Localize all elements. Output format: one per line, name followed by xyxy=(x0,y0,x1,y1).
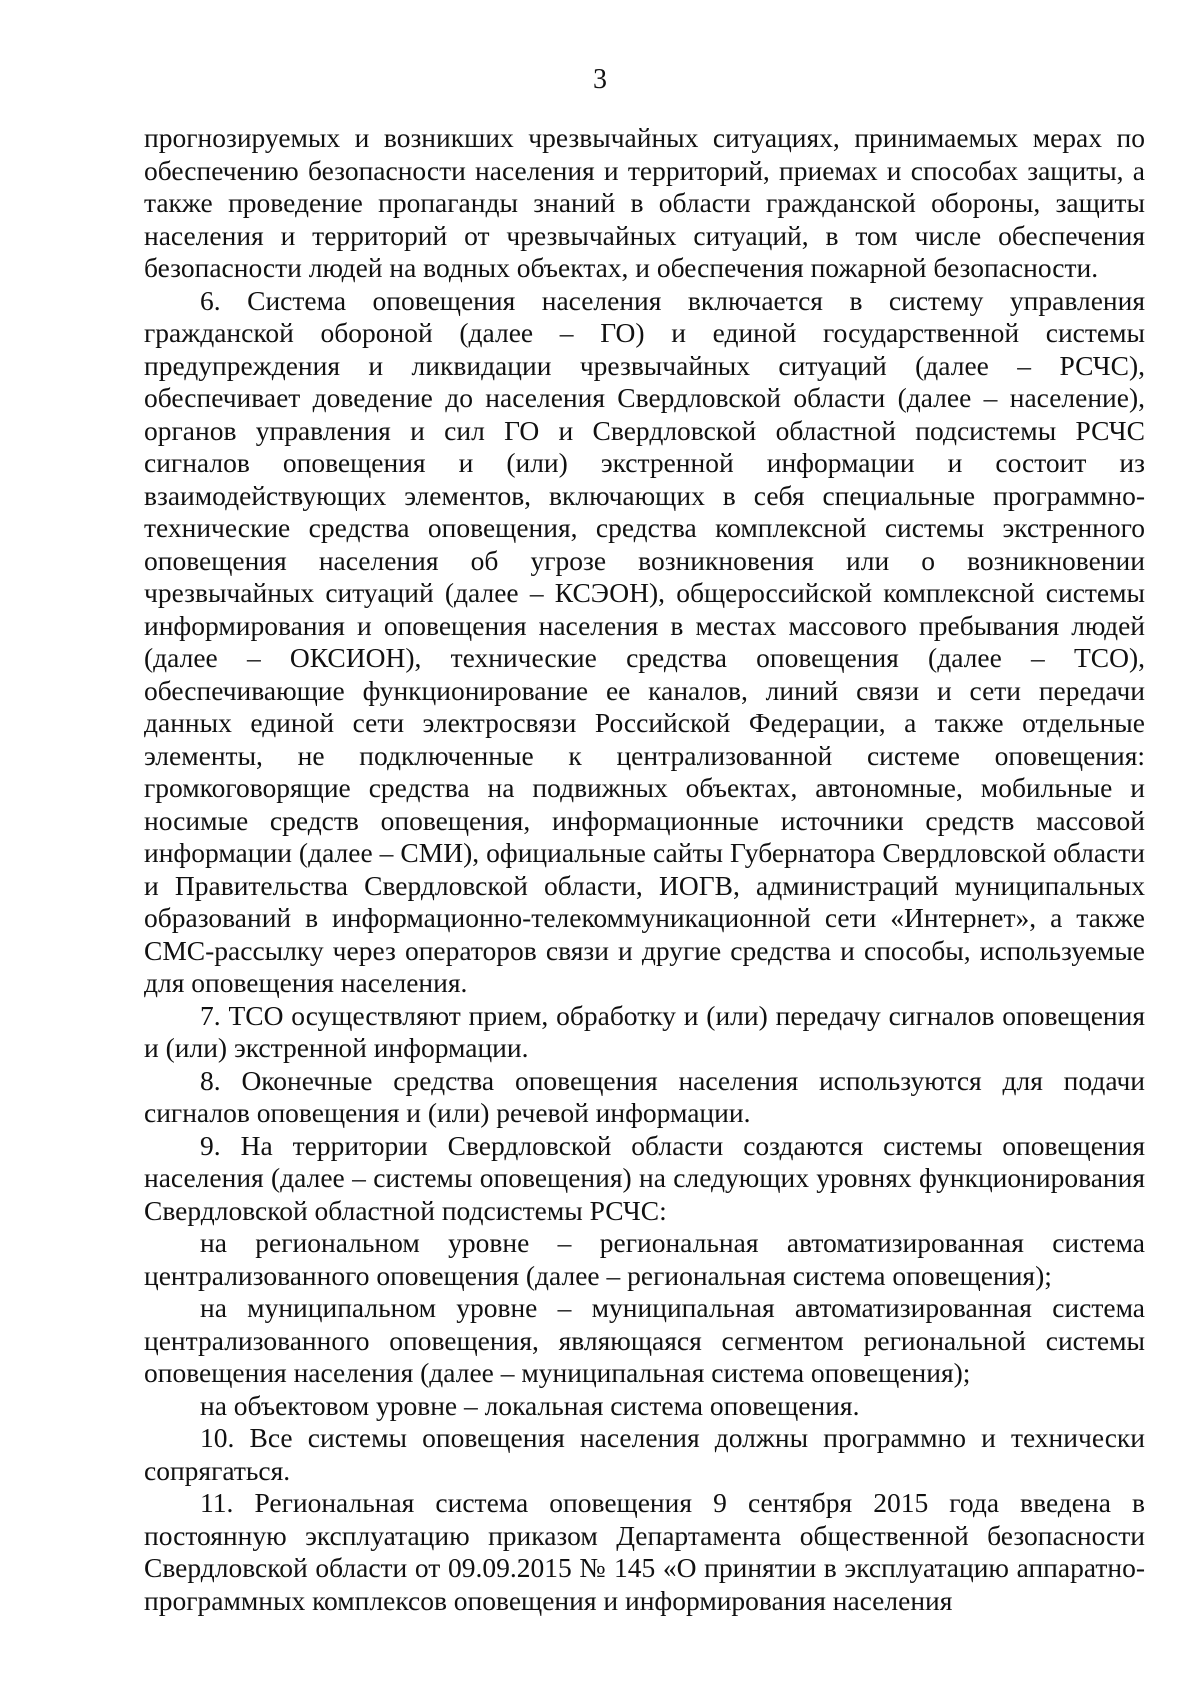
paragraph-regional-level: на региональном уровне – региональная автоматизированная система централизованного оповещения (далее – региональная система оповещения); xyxy=(144,1227,1145,1291)
paragraph-continuation: прогнозируемых и возникших чрезвычайных ситуациях, принимаемых мерах по обеспечению безопасности населения и территорий, приемах и способах защиты, а также проведение пропаганды знаний в области гражданской обороны, защиты населения и территорий от чрезвычайных ситуаций, в том числе обеспечения безопасности людей на водных объектах, и обеспечения пожарной безопасности. xyxy=(144,122,1145,283)
paragraph-item-9: 9. На территории Свердловской области создаются системы оповещения населения (далее – системы оповещения) на следующих уровнях функционирования Свердловской областной подсистемы РСЧС: xyxy=(144,1129,1145,1226)
paragraph-object-level: на объектовом уровне – локальная система оповещения. xyxy=(200,1389,860,1421)
paragraph-item-10: 10. Все системы оповещения населения должны программно и технически сопрягаться. xyxy=(144,1422,1145,1486)
document-body xyxy=(144,122,1145,1617)
paragraph-municipal-level: на муниципальном уровне – муниципальная автоматизированная система централизованного оповещения, являющаяся сегментом региональной системы оповещения населения (далее – муниципальная система оповещения); xyxy=(144,1292,1145,1388)
paragraph-item-11: 11. Региональная система оповещения 9 сентября 2015 года введена в постоянную эксплуатацию приказом Департамента общественной безопасности Свердловской области от 09.09.2015 № 145 «О принятии в эксплуатацию аппаратно-программных комплексов оповещения и информирования населения xyxy=(144,1487,1145,1616)
paragraph-item-8: 8. Оконечные средства оповещения населения используются для подачи сигналов оповещения и (или) речевой информации. xyxy=(144,1064,1145,1128)
paragraph-item-7: 7. ТСО осуществляют прием, обработку и (или) передачу сигналов оповещения и (или) экстренной информации. xyxy=(144,999,1145,1063)
page-number: 3 xyxy=(593,64,607,95)
paragraph-item-6: 6. Система оповещения населения включается в систему управления гражданской обороной (далее – ГО) и единой государственной системы предупреждения и ликвидации чрезвычайных ситуаций (далее – РСЧС), обеспечивает доведение до населения Свердловской области (далее – население), органов управления и сил ГО и Свердловской областной подсистемы РСЧС сигналов оповещения и (или) экстренной информации и состоит из взаимодействующих элементов, включающих в себя специальные программно-технические средства оповещения, средства комплексной системы экстренного оповещения населения об угрозе возникновения или о возникновении чрезвычайных ситуаций (далее – КСЭОН), общероссийской комплексной системы информирования и оповещения населения в местах массового пребывания людей (далее – ОКСИОН), технические средства оповещения (далее – ТСО), обеспечивающие функционирование ее каналов, линий связи и сети передачи данных единой сети электросвязи Российской Федерации, а также отдельные элементы, не подключенные к централизованной системе оповещения: громкоговорящие средства на подвижных объектах, автономные, мобильные и носимые средств оповещения, информационные источники средств массовой информации (далее – СМИ), официальные сайты Губернатора Свердловской области и Правительства Свердловской области, ИОГВ, администраций муниципальных образований в информационно-телекоммуникационной сети «Интернет», а также СМС-рассылку через операторов связи и другие средства и способы, используемые для оповещения населения. xyxy=(144,284,1145,998)
